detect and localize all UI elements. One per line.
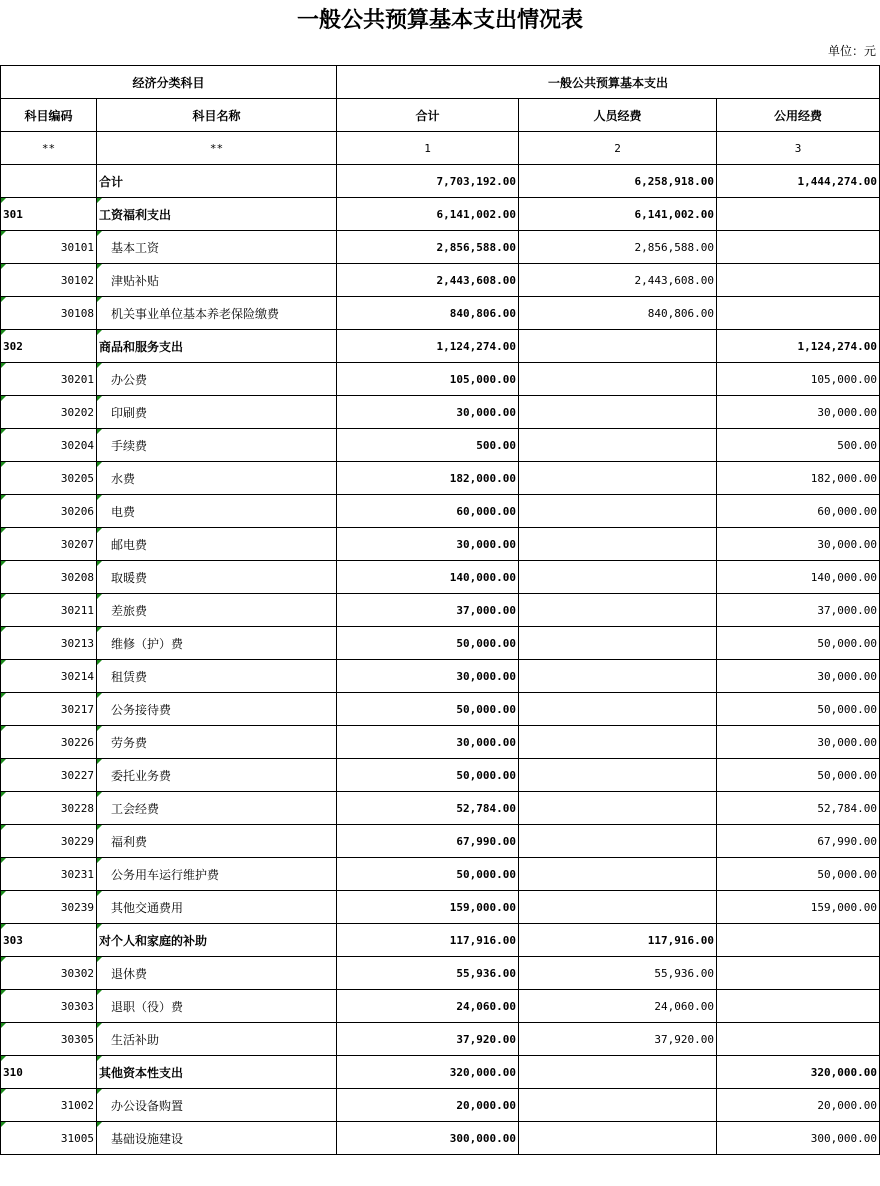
row-public xyxy=(717,1023,880,1056)
row-public: 140,000.00 xyxy=(717,561,880,594)
row-public xyxy=(717,924,880,957)
table-row xyxy=(1,891,880,924)
header-column-row xyxy=(1,99,880,132)
row-code: 30302 xyxy=(1,957,97,990)
row-total: 50,000.00 xyxy=(337,627,519,660)
row-code: 30239 xyxy=(1,891,97,924)
row-code: 30226 xyxy=(1,726,97,759)
row-name: 生活补助 xyxy=(97,1023,337,1056)
row-public: 30,000.00 xyxy=(717,660,880,693)
row-personnel: 2,443,608.00 xyxy=(519,264,717,297)
row-personnel xyxy=(519,627,717,660)
row-code: 30213 xyxy=(1,627,97,660)
row-name: 其他交通费用 xyxy=(97,891,337,924)
row-total: 50,000.00 xyxy=(337,693,519,726)
row-public xyxy=(717,231,880,264)
row-personnel xyxy=(519,594,717,627)
row-public: 30,000.00 xyxy=(717,528,880,561)
row-code: 30102 xyxy=(1,264,97,297)
row-personnel xyxy=(519,330,717,363)
row-name: 基本工资 xyxy=(97,231,337,264)
row-public xyxy=(717,297,880,330)
row-personnel: 2,856,588.00 xyxy=(519,231,717,264)
row-code: 30303 xyxy=(1,990,97,1023)
row-total: 117,916.00 xyxy=(337,924,519,957)
row-code: 30201 xyxy=(1,363,97,396)
row-name: 印刷费 xyxy=(97,396,337,429)
row-personnel xyxy=(519,561,717,594)
row-name: 租赁费 xyxy=(97,660,337,693)
row-total: 159,000.00 xyxy=(337,891,519,924)
row-total: 500.00 xyxy=(337,429,519,462)
row-code: 301 xyxy=(1,198,97,231)
row-total: 37,000.00 xyxy=(337,594,519,627)
header-col-name: 科目名称 xyxy=(97,99,337,132)
table-row xyxy=(1,990,880,1023)
row-total: 1,124,274.00 xyxy=(337,330,519,363)
row-total: 6,141,002.00 xyxy=(337,198,519,231)
row-total: 67,990.00 xyxy=(337,825,519,858)
row-code: 30217 xyxy=(1,693,97,726)
header-col-public: 公用经费 xyxy=(717,99,880,132)
table-row xyxy=(1,660,880,693)
table-row xyxy=(1,1089,880,1122)
row-public: 182,000.00 xyxy=(717,462,880,495)
row-code: 30101 xyxy=(1,231,97,264)
table-row xyxy=(1,198,880,231)
row-public: 500.00 xyxy=(717,429,880,462)
page-title: 一般公共预算基本支出情况表 xyxy=(296,7,583,33)
row-personnel: 55,936.00 xyxy=(519,957,717,990)
row-public: 300,000.00 xyxy=(717,1122,880,1155)
table-row xyxy=(1,1023,880,1056)
row-name: 取暖费 xyxy=(97,561,337,594)
table-row xyxy=(1,495,880,528)
budget-table xyxy=(0,65,880,1155)
row-personnel xyxy=(519,462,717,495)
table-row xyxy=(1,1122,880,1155)
row-name: 办公设备购置 xyxy=(97,1089,337,1122)
row-total: 30,000.00 xyxy=(337,528,519,561)
row-total: 55,936.00 xyxy=(337,957,519,990)
index-code: ** xyxy=(1,132,97,165)
row-code: 30214 xyxy=(1,660,97,693)
row-personnel xyxy=(519,693,717,726)
row-name: 合计 xyxy=(97,165,337,198)
row-code: 302 xyxy=(1,330,97,363)
row-personnel: 117,916.00 xyxy=(519,924,717,957)
row-personnel: 6,258,918.00 xyxy=(519,165,717,198)
row-code xyxy=(1,165,97,198)
row-personnel xyxy=(519,759,717,792)
table-row xyxy=(1,792,880,825)
row-name: 水费 xyxy=(97,462,337,495)
row-code: 30229 xyxy=(1,825,97,858)
table-row xyxy=(1,165,880,198)
row-total: 320,000.00 xyxy=(337,1056,519,1089)
row-total: 37,920.00 xyxy=(337,1023,519,1056)
row-public: 50,000.00 xyxy=(717,693,880,726)
row-total: 300,000.00 xyxy=(337,1122,519,1155)
header-col-personnel: 人员经费 xyxy=(519,99,717,132)
row-code: 30211 xyxy=(1,594,97,627)
row-personnel xyxy=(519,1089,717,1122)
table-row xyxy=(1,429,880,462)
row-personnel xyxy=(519,495,717,528)
row-personnel xyxy=(519,1056,717,1089)
row-total: 52,784.00 xyxy=(337,792,519,825)
table-row xyxy=(1,924,880,957)
row-code: 30207 xyxy=(1,528,97,561)
row-code: 30202 xyxy=(1,396,97,429)
table-row xyxy=(1,759,880,792)
row-public xyxy=(717,990,880,1023)
row-public: 50,000.00 xyxy=(717,627,880,660)
table-row xyxy=(1,231,880,264)
row-public: 37,000.00 xyxy=(717,594,880,627)
row-code: 310 xyxy=(1,1056,97,1089)
row-total: 30,000.00 xyxy=(337,396,519,429)
row-total: 30,000.00 xyxy=(337,726,519,759)
table-row xyxy=(1,297,880,330)
index-name: ** xyxy=(97,132,337,165)
row-name: 津贴补贴 xyxy=(97,264,337,297)
row-name: 福利费 xyxy=(97,825,337,858)
row-total: 2,856,588.00 xyxy=(337,231,519,264)
row-name: 退休费 xyxy=(97,957,337,990)
header-col-total: 合计 xyxy=(337,99,519,132)
table-row xyxy=(1,957,880,990)
row-name: 机关事业单位基本养老保险缴费 xyxy=(97,297,337,330)
table-row xyxy=(1,363,880,396)
row-public: 105,000.00 xyxy=(717,363,880,396)
row-code: 30227 xyxy=(1,759,97,792)
table-row xyxy=(1,693,880,726)
row-total: 840,806.00 xyxy=(337,297,519,330)
row-public xyxy=(717,264,880,297)
row-public: 67,990.00 xyxy=(717,825,880,858)
unit-label: 单位：元 xyxy=(827,44,876,58)
header-group-row xyxy=(1,66,880,99)
row-total: 2,443,608.00 xyxy=(337,264,519,297)
row-personnel xyxy=(519,891,717,924)
row-code: 303 xyxy=(1,924,97,957)
row-name: 邮电费 xyxy=(97,528,337,561)
row-name: 维修（护）费 xyxy=(97,627,337,660)
index-total: 1 xyxy=(337,132,519,165)
row-code: 30108 xyxy=(1,297,97,330)
row-code: 30204 xyxy=(1,429,97,462)
row-total: 50,000.00 xyxy=(337,759,519,792)
index-personnel: 2 xyxy=(519,132,717,165)
row-name: 工会经费 xyxy=(97,792,337,825)
row-name: 公务接待费 xyxy=(97,693,337,726)
row-personnel: 6,141,002.00 xyxy=(519,198,717,231)
table-row xyxy=(1,594,880,627)
row-personnel: 37,920.00 xyxy=(519,1023,717,1056)
table-row xyxy=(1,825,880,858)
table-row xyxy=(1,396,880,429)
row-code: 30228 xyxy=(1,792,97,825)
row-public: 30,000.00 xyxy=(717,726,880,759)
row-name: 差旅费 xyxy=(97,594,337,627)
header-group-right: 一般公共预算基本支出 xyxy=(337,66,880,99)
row-public: 1,444,274.00 xyxy=(717,165,880,198)
row-total: 7,703,192.00 xyxy=(337,165,519,198)
table-row xyxy=(1,528,880,561)
row-name: 手续费 xyxy=(97,429,337,462)
header-col-code: 科目编码 xyxy=(1,99,97,132)
header-group-left: 经济分类科目 xyxy=(1,66,337,99)
row-total: 182,000.00 xyxy=(337,462,519,495)
row-total: 60,000.00 xyxy=(337,495,519,528)
row-personnel: 840,806.00 xyxy=(519,297,717,330)
row-code: 30305 xyxy=(1,1023,97,1056)
row-personnel xyxy=(519,429,717,462)
row-name: 公务用车运行维护费 xyxy=(97,858,337,891)
table-row xyxy=(1,264,880,297)
row-public: 320,000.00 xyxy=(717,1056,880,1089)
row-personnel: 24,060.00 xyxy=(519,990,717,1023)
row-name: 退职（役）费 xyxy=(97,990,337,1023)
row-total: 50,000.00 xyxy=(337,858,519,891)
row-personnel xyxy=(519,1122,717,1155)
row-total: 30,000.00 xyxy=(337,660,519,693)
row-code: 31002 xyxy=(1,1089,97,1122)
row-total: 105,000.00 xyxy=(337,363,519,396)
table-row xyxy=(1,330,880,363)
table-row xyxy=(1,858,880,891)
table-row xyxy=(1,726,880,759)
row-code: 30208 xyxy=(1,561,97,594)
row-public xyxy=(717,957,880,990)
row-name: 商品和服务支出 xyxy=(97,330,337,363)
row-public: 60,000.00 xyxy=(717,495,880,528)
index-public: 3 xyxy=(717,132,880,165)
row-public: 30,000.00 xyxy=(717,396,880,429)
row-name: 对个人和家庭的补助 xyxy=(97,924,337,957)
row-name: 办公费 xyxy=(97,363,337,396)
row-public: 159,000.00 xyxy=(717,891,880,924)
row-personnel xyxy=(519,792,717,825)
row-name: 工资福利支出 xyxy=(97,198,337,231)
row-total: 20,000.00 xyxy=(337,1089,519,1122)
row-name: 劳务费 xyxy=(97,726,337,759)
row-code: 30206 xyxy=(1,495,97,528)
row-total: 140,000.00 xyxy=(337,561,519,594)
row-personnel xyxy=(519,825,717,858)
row-name: 电费 xyxy=(97,495,337,528)
row-code: 30205 xyxy=(1,462,97,495)
table-row xyxy=(1,561,880,594)
row-code: 31005 xyxy=(1,1122,97,1155)
row-code: 30231 xyxy=(1,858,97,891)
row-personnel xyxy=(519,363,717,396)
header-index-row xyxy=(1,132,880,165)
row-public xyxy=(717,198,880,231)
row-personnel xyxy=(519,660,717,693)
table-row xyxy=(1,462,880,495)
row-name: 其他资本性支出 xyxy=(97,1056,337,1089)
row-public: 50,000.00 xyxy=(717,858,880,891)
table-row xyxy=(1,1056,880,1089)
table-row xyxy=(1,627,880,660)
row-name: 基础设施建设 xyxy=(97,1122,337,1155)
row-public: 50,000.00 xyxy=(717,759,880,792)
row-personnel xyxy=(519,858,717,891)
row-name: 委托业务费 xyxy=(97,759,337,792)
row-public: 52,784.00 xyxy=(717,792,880,825)
row-personnel xyxy=(519,528,717,561)
row-total: 24,060.00 xyxy=(337,990,519,1023)
row-public: 1,124,274.00 xyxy=(717,330,880,363)
row-personnel xyxy=(519,726,717,759)
row-personnel xyxy=(519,396,717,429)
row-public: 20,000.00 xyxy=(717,1089,880,1122)
